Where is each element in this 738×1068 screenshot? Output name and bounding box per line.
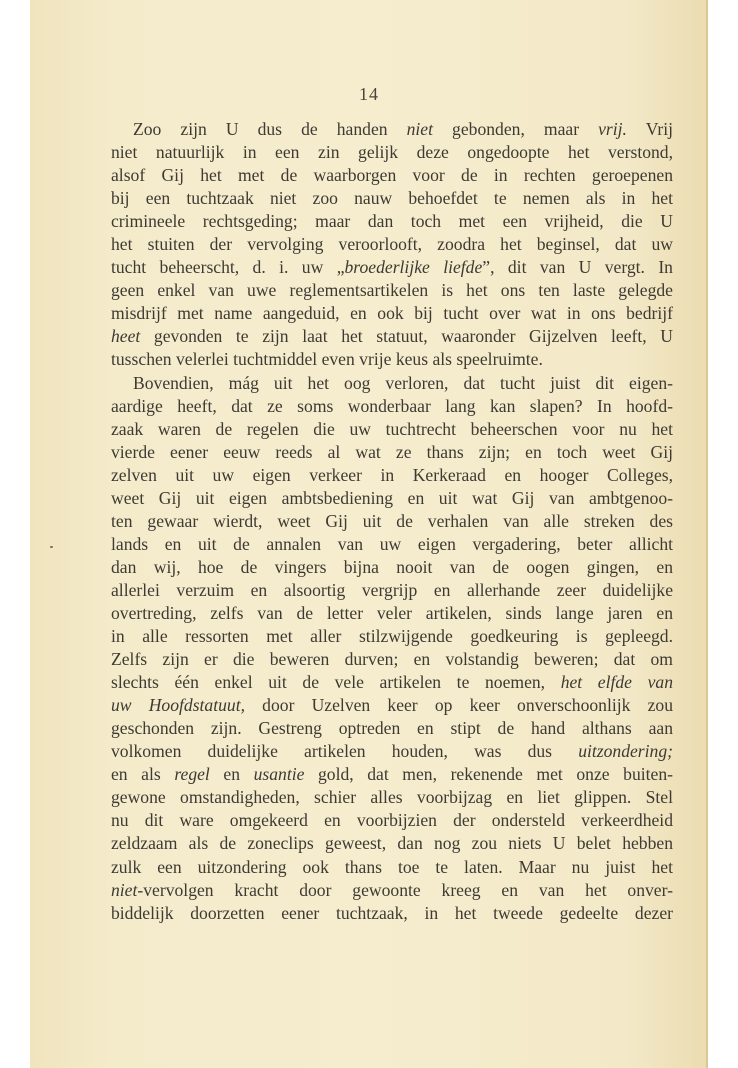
italic-text: niet <box>111 879 138 900</box>
text-line <box>111 556 673 579</box>
text-line <box>111 786 673 809</box>
page-edge <box>706 0 708 1068</box>
text-segment: overtreding, zelfs van de letter veler artikelen, sinds lange jaren en <box>111 602 673 623</box>
text-segment: aardige heeft, dat ze soms wonderbaar lang kan slapen? In hoofd- <box>111 395 673 416</box>
text-segment: biddelijk doorzetten eener tuchtzaak, in het tweede gedeelte dezer <box>111 902 673 923</box>
text-line <box>111 832 673 855</box>
text-segment: Zoo zijn U dus de handen <box>133 119 407 139</box>
text-line <box>111 118 673 141</box>
text-line <box>111 464 673 487</box>
text-segment: het stuiten der vervolging veroorlooft, zoodra het beginsel, dat uw <box>111 234 673 255</box>
text-segment: Vrij <box>626 119 673 139</box>
text-line <box>111 856 673 879</box>
text-line <box>111 441 673 464</box>
text-segment: ”, dit van U vergt. In <box>482 257 673 278</box>
text-segment: en <box>209 764 254 785</box>
text-segment: zulk een uitzondering ook thans toe te laten. Maar nu juist het <box>111 856 673 877</box>
text-segment: gewone omstandigheden, schier alles voorbijzag en liet glippen. Stel <box>111 787 673 808</box>
text-line <box>111 348 673 371</box>
text-line <box>111 648 673 671</box>
text-line <box>111 141 673 164</box>
text-segment: vierde eener eeuw reeds al wat ze thans zijn; en toch weet Gij <box>111 441 673 462</box>
text-segment: tusschen velerlei tuchtmiddel even vrije keus als speelruimte. <box>111 349 543 370</box>
text-line <box>111 602 673 625</box>
text-segment: nu dit ware omgekeerd en voorbijzien der ondersteld verkeerdheid <box>111 810 673 831</box>
text-line <box>111 418 673 441</box>
book-page <box>30 0 708 1068</box>
text-line <box>111 256 673 279</box>
text-segment: gold, dat men, rekenende met onze buiten- <box>304 764 673 785</box>
body-text <box>111 118 673 925</box>
text-segment: en als <box>111 764 175 785</box>
text-segment: door Uzelven keer op keer onverschoonlijk zou <box>245 695 673 716</box>
page-number: 14 <box>359 84 379 104</box>
italic-text: vrij. <box>598 119 627 139</box>
text-line <box>111 372 673 395</box>
text-line <box>111 625 673 648</box>
text-segment: Zelfs zijn er die beweren durven; en volstandig beweren; dat om <box>111 649 673 670</box>
text-line <box>111 302 673 325</box>
text-line <box>111 694 673 717</box>
text-line <box>111 279 673 302</box>
text-line <box>111 233 673 256</box>
text-segment: alsof Gij het met de waarborgen voor de in rechten geroepenen <box>111 165 673 186</box>
text-segment: in alle ressorten met aller stilzwijgende goedkeuring is gepleegd. <box>111 626 673 647</box>
text-segment: ten gewaar wierdt, weet Gij uit de verhalen van alle streken des <box>111 510 673 531</box>
text-segment: bij een tuchtzaak niet zoo nauw behoefdet te nemen als in het <box>111 188 673 209</box>
text-segment: volkomen duidelijke artikelen houden, was dus <box>111 741 579 762</box>
italic-text: niet <box>406 119 433 139</box>
text-line <box>111 510 673 533</box>
italic-text: uw Hoofdstatuut, <box>111 695 245 716</box>
text-line <box>111 740 673 763</box>
text-segment: zaak waren de regelen die uw tuchtrecht beheerschen voor nu het <box>111 418 673 439</box>
text-segment: slechts één enkel uit de vele artikelen te noemen, <box>111 672 561 693</box>
text-segment: Bovendien, mág uit het oog verloren, dat tucht juist dit eigen- <box>133 372 673 393</box>
text-line <box>111 717 673 740</box>
text-segment: geen enkel van uwe reglementsartikelen is het ons ten laste gelegde <box>111 280 673 301</box>
italic-text: het elfde van <box>560 672 673 693</box>
text-segment: geschonden zijn. Gestreng optreden en stipt de hand althans aan <box>111 718 673 739</box>
text-line <box>111 579 673 602</box>
italic-text: usantie <box>253 764 305 785</box>
text-line <box>111 809 673 832</box>
italic-text: uitzondering; <box>578 741 673 762</box>
text-segment: gevonden te zijn laat het statuut, waaronder Gijzelven leeft, U <box>140 326 673 347</box>
text-segment: dan wij, hoe de vingers bijna nooit van de oogen gingen, en <box>111 556 673 577</box>
italic-text: heet <box>111 326 141 347</box>
text-segment: allerlei verzuim en alsoortig vergrijp en allerhande zeer duidelijke <box>111 579 673 600</box>
text-line <box>111 210 673 233</box>
text-line <box>111 325 673 348</box>
text-segment: niet natuurlijk in een zin gelijk deze ongedoopte het verstond, <box>111 142 673 163</box>
text-segment: lands en uit de annalen van uw eigen vergadering, beter allicht <box>111 533 673 554</box>
text-segment: zelven uit uw eigen verkeer in Kerkeraad en hooger Colleges, <box>111 464 673 485</box>
text-line <box>111 533 673 556</box>
text-line <box>111 487 673 510</box>
text-line <box>111 671 673 694</box>
text-line <box>111 879 673 902</box>
text-line <box>111 902 673 925</box>
text-segment: misdrijf met name aangeduid, en ook bij tucht over wat in ons bedrijf <box>111 303 673 324</box>
text-line <box>111 395 673 418</box>
text-segment: tucht beheerscht, d. i. uw „ <box>111 257 345 278</box>
text-segment: crimineele rechtsgeding; maar dan toch met een vrijheid, die U <box>111 211 673 232</box>
text-line <box>111 164 673 187</box>
text-segment: -vervolgen kracht door gewoonte kreeg en van het onver- <box>137 879 673 900</box>
text-line <box>111 763 673 786</box>
text-segment: gebonden, maar <box>433 119 599 139</box>
italic-text: regel <box>174 764 210 785</box>
text-segment: weet Gij uit eigen ambtsbediening en uit wat Gij van ambtgenoo- <box>111 487 673 508</box>
italic-text: broederlijke liefde <box>344 257 483 278</box>
margin-mark <box>50 546 53 548</box>
text-segment: zeldzaam als de zoneclips geweest, dan nog zou niets U belet hebben <box>111 833 673 854</box>
text-line <box>111 187 673 210</box>
